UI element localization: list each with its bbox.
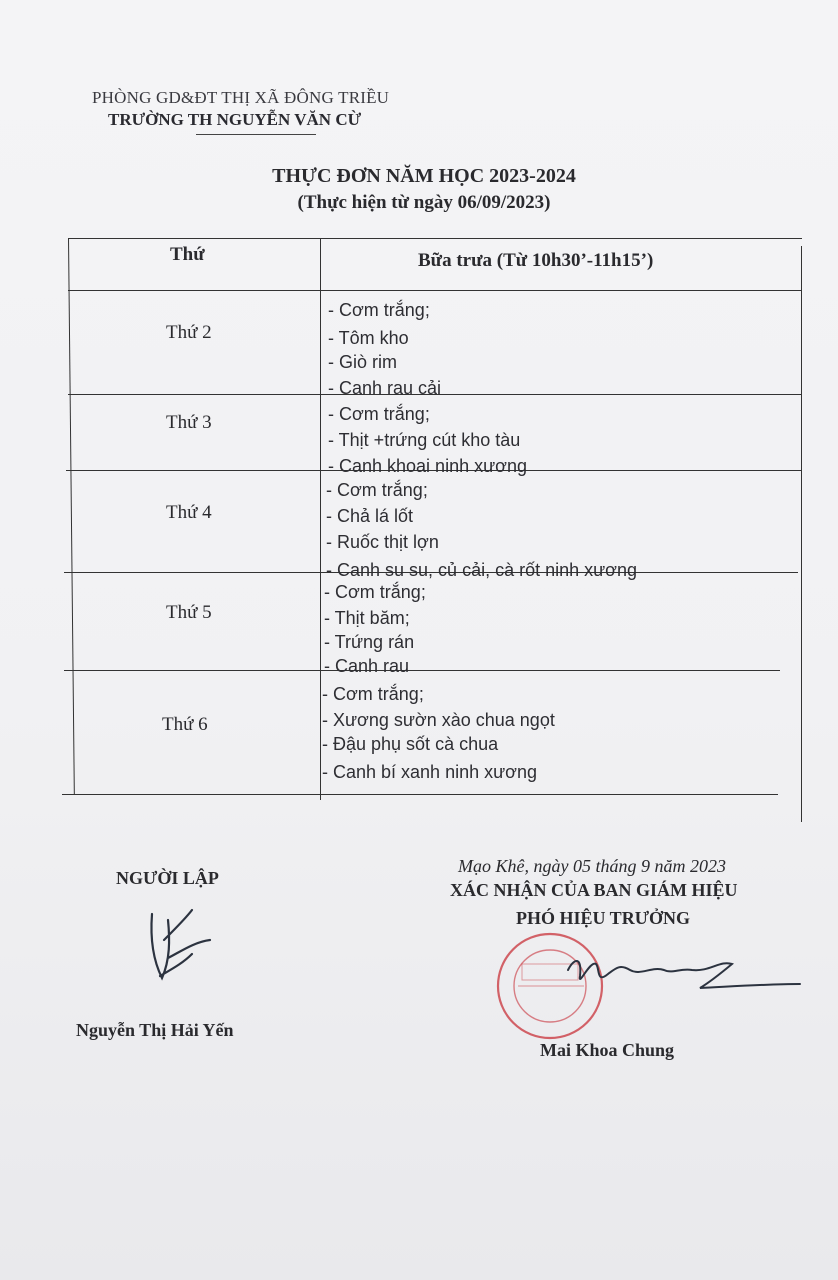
column-header-day: Thứ — [170, 244, 205, 265]
place-date: Mạo Khê, ngày 05 tháng 9 năm 2023 — [458, 856, 726, 876]
approver-signature — [560, 940, 810, 1010]
dish-item: - Chả lá lốt — [326, 506, 414, 526]
dish-item: - Canh rau cải — [328, 378, 442, 398]
row-divider-header — [68, 290, 802, 291]
dish-item: - Đậu phụ sốt cà chua — [322, 734, 499, 754]
day-label: Thứ 5 — [166, 602, 212, 623]
creator-title: NGƯỜI LẬP — [116, 868, 219, 888]
creator-name: Nguyễn Thị Hải Yến — [76, 1020, 234, 1040]
school-underline — [196, 134, 316, 135]
dish-item: - Thịt băm; — [324, 608, 410, 628]
approval-title: XÁC NHẬN CỦA BAN GIÁM HIỆU — [450, 880, 738, 900]
table-border-top — [68, 238, 802, 239]
approver-name: Mai Khoa Chung — [540, 1040, 675, 1060]
table-border-bottom — [62, 794, 778, 795]
dish-item: - Canh bí xanh ninh xương — [322, 762, 537, 782]
dish-item: - Canh khoai ninh xương — [328, 456, 527, 476]
dish-item: - Ruốc thịt lợn — [326, 532, 439, 552]
dish-item: - Cơm trắng; — [328, 300, 430, 320]
dish-item: - Canh rau — [324, 656, 410, 676]
creator-signature — [130, 900, 220, 1000]
menu-table — [62, 238, 802, 798]
agency-name: PHÒNG GD&ĐT THỊ XÃ ĐÔNG TRIỀU — [92, 88, 390, 107]
table-column-divider — [320, 238, 321, 800]
dish-item: - Xương sườn xào chua ngọt — [322, 710, 555, 730]
row-divider-4 — [64, 670, 780, 671]
day-label: Thứ 3 — [166, 412, 212, 433]
table-border-right — [801, 246, 802, 822]
dish-item: - Cơm trắng; — [322, 684, 424, 704]
day-label: Thứ 6 — [162, 714, 208, 735]
school-name: TRƯỜNG TH NGUYỄN VĂN CỪ — [108, 110, 362, 129]
dish-item: - Canh su su, củ cải, cà rốt ninh xương — [326, 560, 638, 580]
table-border-left — [68, 238, 75, 794]
column-header-lunch: Bữa trưa (Từ 10h30’-11h15’) — [418, 250, 654, 271]
day-label: Thứ 2 — [166, 322, 212, 343]
dish-item: - Tôm kho — [328, 328, 409, 348]
document-subtitle: (Thực hiện từ ngày 06/09/2023) — [297, 192, 551, 213]
approval-role: PHÓ HIỆU TRƯỞNG — [516, 908, 691, 928]
dish-item: - Giò rim — [328, 352, 397, 372]
dish-item: - Cơm trắng; — [324, 582, 426, 602]
dish-item: - Cơm trắng; — [328, 404, 430, 424]
dish-item: - Thịt +trứng cút kho tàu — [328, 430, 521, 450]
dish-item: - Trứng rán — [324, 632, 415, 652]
document-title: THỰC ĐƠN NĂM HỌC 2023-2024 — [272, 165, 576, 187]
dish-item: - Cơm trắng; — [326, 480, 428, 500]
day-label: Thứ 4 — [166, 502, 212, 523]
